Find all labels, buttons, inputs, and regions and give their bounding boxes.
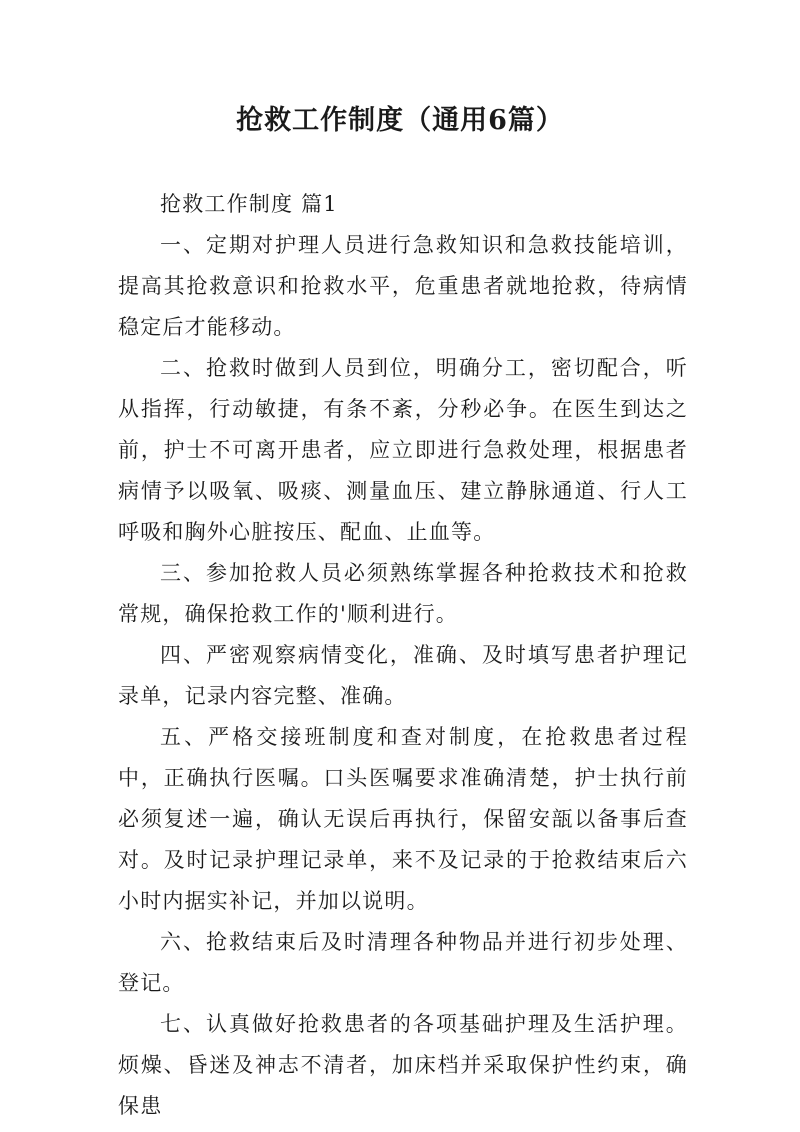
document-body	[118, 184, 688, 1127]
paragraph-5: 五、严格交接班制度和查对制度，在抢救患者过程中，正确执行医嘱。口头医嘱要求准确清楚，护士执行前必须复述一遍，确认无误后再执行，保留安瓿以备事后查对。及时记录护理记录单，来不及记录的于抢救结束后六小时内据实补记，并加以说明。	[118, 725, 688, 913]
paragraph-2: 二、抢救时做到人员到位，明确分工，密切配合，听从指挥，行动敏捷，有条不紊，分秒必争。在医生到达之前，护士不可离开患者，应立即进行急救处理，根据患者病情予以吸氧、吸痰、测量血压、建立静脉通道、行人工呼吸和胸外心脏按压、配血、止血等。	[118, 356, 688, 544]
section-heading: 抢救工作制度 篇1	[160, 192, 338, 216]
document-title: 抢救工作制度（通用6篇）	[236, 105, 564, 136]
paragraph-1: 一、定期对护理人员进行急救知识和急救技能培训，提高其抢救意识和抢救水平，危重患者就地抢救，待病情稳定后才能移动。	[118, 233, 688, 339]
paragraph-7: 七、认真做好抢救患者的各项基础护理及生活护理。烦燥、昏迷及神志不清者，加床档并采取保护性约束，确保患	[118, 1012, 688, 1118]
paragraph-6: 六、抢救结束后及时清理各种物品并进行初步处理、登记。	[118, 930, 688, 995]
paragraph-3: 三、参加抢救人员必须熟练掌握各种抢救技术和抢救常规，确保抢救工作的'顺利进行。	[118, 561, 688, 626]
paragraph-4: 四、严密观察病情变化，准确、及时填写患者护理记录单，记录内容完整、准确。	[118, 643, 688, 708]
